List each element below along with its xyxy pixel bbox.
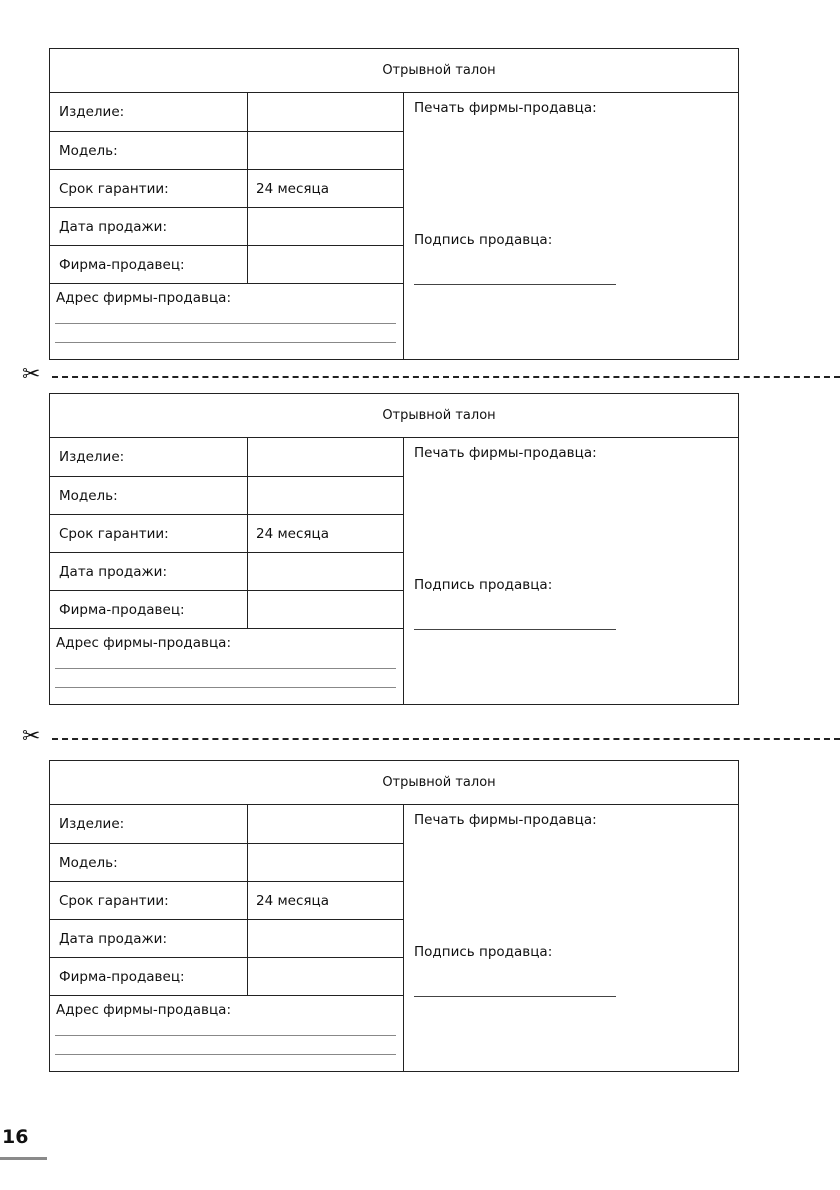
address-line[interactable] xyxy=(55,323,396,324)
field-label: Фирма-продавец: xyxy=(59,969,185,985)
coupon-2 xyxy=(49,393,739,705)
field-value[interactable] xyxy=(247,844,403,882)
column-divider xyxy=(403,805,404,1072)
field-row-sale-date xyxy=(50,208,403,246)
field-label: Срок гарантии: xyxy=(59,893,169,909)
field-value[interactable] xyxy=(247,246,403,284)
column-divider xyxy=(403,93,404,360)
field-label: Дата продажи: xyxy=(59,219,167,235)
cut-line xyxy=(0,362,840,387)
field-value[interactable] xyxy=(247,958,403,996)
coupon-3 xyxy=(49,760,739,1072)
row-divider xyxy=(50,995,403,996)
field-value[interactable] xyxy=(247,132,403,170)
field-value[interactable] xyxy=(247,920,403,958)
field-label: Изделие: xyxy=(59,449,125,465)
field-row-warranty xyxy=(50,170,403,208)
address-line[interactable] xyxy=(55,1035,396,1036)
stamp-label: Печать фирмы-продавца: xyxy=(414,445,597,461)
field-row-product xyxy=(50,805,403,843)
field-row-sale-date xyxy=(50,553,403,591)
address-line[interactable] xyxy=(55,342,396,343)
field-row-seller xyxy=(50,246,403,284)
row-divider xyxy=(50,283,403,284)
field-label: Срок гарантии: xyxy=(59,526,169,542)
signature-label: Подпись продавца: xyxy=(414,944,553,960)
field-value[interactable]: 24 месяца xyxy=(247,515,403,553)
column-divider xyxy=(403,438,404,705)
signature-line[interactable] xyxy=(414,284,616,285)
cut-line xyxy=(0,724,840,749)
field-label: Дата продажи: xyxy=(59,931,167,947)
field-row-model xyxy=(50,132,403,170)
field-label: Срок гарантии: xyxy=(59,181,169,197)
coupon-title: Отрывной талон xyxy=(50,394,738,438)
field-label: Дата продажи: xyxy=(59,564,167,580)
stamp-label: Печать фирмы-продавца: xyxy=(414,100,597,116)
address-line[interactable] xyxy=(55,687,396,688)
page-number: 16 xyxy=(2,1126,29,1148)
field-row-product xyxy=(50,93,403,131)
dashed-line xyxy=(52,376,840,378)
field-label: Модель: xyxy=(59,488,118,504)
signature-label: Подпись продавца: xyxy=(414,232,553,248)
address-line[interactable] xyxy=(55,668,396,669)
field-value[interactable]: 24 месяца xyxy=(247,170,403,208)
field-value[interactable] xyxy=(247,591,403,629)
field-value[interactable] xyxy=(247,438,403,476)
address-label: Адрес фирмы-продавца: xyxy=(56,290,231,306)
field-row-seller xyxy=(50,591,403,629)
field-label: Модель: xyxy=(59,855,118,871)
address-line[interactable] xyxy=(55,1054,396,1055)
field-row-model xyxy=(50,477,403,515)
field-row-model xyxy=(50,844,403,882)
coupon-title: Отрывной талон xyxy=(50,761,738,805)
field-row-sale-date xyxy=(50,920,403,958)
dashed-line xyxy=(52,738,840,740)
signature-line[interactable] xyxy=(414,996,616,997)
field-label: Модель: xyxy=(59,143,118,159)
coupon-1 xyxy=(49,48,739,360)
scissors-icon: ✂ xyxy=(22,362,41,387)
field-row-warranty xyxy=(50,882,403,920)
scissors-icon: ✂ xyxy=(22,724,41,749)
field-value[interactable] xyxy=(247,553,403,591)
field-value[interactable]: 24 месяца xyxy=(247,882,403,920)
signature-line[interactable] xyxy=(414,629,616,630)
row-divider xyxy=(50,628,403,629)
field-label: Фирма-продавец: xyxy=(59,257,185,273)
field-value[interactable] xyxy=(247,805,403,843)
field-value[interactable] xyxy=(247,208,403,246)
field-row-seller xyxy=(50,958,403,996)
address-label: Адрес фирмы-продавца: xyxy=(56,635,231,651)
coupon-title: Отрывной талон xyxy=(50,49,738,93)
page-number-underline xyxy=(0,1157,47,1160)
signature-label: Подпись продавца: xyxy=(414,577,553,593)
field-row-warranty xyxy=(50,515,403,553)
field-value[interactable] xyxy=(247,93,403,131)
field-row-product xyxy=(50,438,403,476)
address-label: Адрес фирмы-продавца: xyxy=(56,1002,231,1018)
field-label: Изделие: xyxy=(59,816,125,832)
stamp-label: Печать фирмы-продавца: xyxy=(414,812,597,828)
field-value[interactable] xyxy=(247,477,403,515)
field-label: Фирма-продавец: xyxy=(59,602,185,618)
field-label: Изделие: xyxy=(59,104,125,120)
